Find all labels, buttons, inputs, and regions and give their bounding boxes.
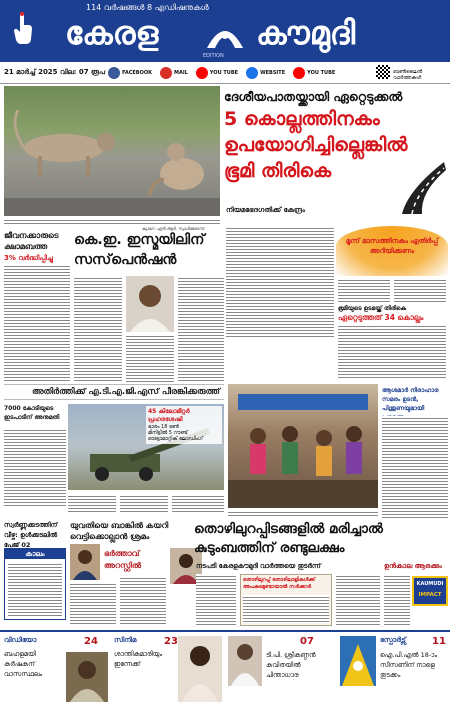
issue-date: 21 മാർച്ച് 2025 വില: 07 രൂപ: [4, 68, 105, 76]
footer-item-1-title: വിഡിയോ: [4, 636, 37, 644]
spec-box-title: 45 കിലോമീറ്റർ പ്രഹരശേഷി: [148, 408, 190, 423]
impact-badge-line-1: KAUMUDI: [416, 581, 444, 587]
highlight-title: മൂന്ന് മാസത്തിനകം എതിർപ്പ് അറിയിക്കണം: [345, 237, 439, 255]
suspension-headline-line-1: കെ.ഇ. ഇസ്മയിലിന്: [74, 232, 205, 248]
spec-item-2: മിനിട്ടിൽ 5 റൗണ്ട്: [148, 430, 188, 436]
army-headline: അതിർത്തിക്ക് എ.ടി.എ.ജി.എസ് പീരങ്കിക്കരുത്ത്: [32, 387, 220, 397]
army-body-2: [120, 494, 168, 514]
lead-body-col-2: [338, 324, 446, 380]
footer-item-2[interactable]: [114, 636, 224, 724]
army-headline-bar: [4, 384, 224, 400]
attack-body-1: [70, 582, 116, 624]
howitzer-photo: [68, 404, 224, 490]
lead-body-col-1: [226, 226, 334, 338]
workplace-headline-line-2: കുടുംബത്തിന് രണ്ടുലക്ഷം: [194, 540, 345, 556]
impact-body: [384, 574, 410, 626]
weather-title: കാലം: [5, 549, 65, 559]
lead-headline-line-2: 5 കൊല്ലത്തിനകം: [224, 108, 380, 130]
footer-item-1-text: ബഹളമയി കർഷകന് വാസസ്ഥലം: [4, 650, 43, 678]
da-hike-body: [4, 264, 70, 382]
social-website[interactable]: WEBSITE: [246, 64, 285, 82]
road-graphic: [372, 160, 446, 214]
clip-body: [243, 595, 329, 623]
youtube-icon: [293, 67, 305, 79]
highlight-subtitle-2: ഏറ്റെടുത്തത് 34 കൊല്ലം: [338, 313, 424, 322]
attack-sub: ഭർത്താവ് അറസ്റ്റിൽ: [104, 549, 142, 570]
globe-icon: [246, 67, 258, 79]
suspension-body-2: [178, 276, 224, 382]
highlight-subtitle-1: ഭൂമിയുടെ ഉടമയ്ക്ക് തിരികെ: [338, 305, 407, 312]
hand-logo-icon: [12, 11, 34, 45]
photo-credit: ക്യാമറ: എൻ.ആർ. സുധർമ്മദാസ്: [142, 226, 205, 231]
lead-headline-line-3: ഉപയോഗിച്ചില്ലെങ്കിൽ: [224, 134, 408, 156]
footer-item-4-title: സ്പോർട്സ്: [380, 636, 406, 644]
masthead-name-right: കൗമുദി: [256, 14, 356, 52]
clip-title: തൊഴിലുറപ്പ് തൊഴിലാളികൾക്ക് അപകടമുണ്ടായാൽ സർക്കാർ: [243, 577, 316, 590]
footer-item-1-photo: [66, 652, 108, 702]
suspension-headline: [74, 230, 224, 270]
social-links: [108, 64, 378, 82]
highlight-body-right: [394, 278, 446, 302]
facebook-icon: [108, 67, 120, 79]
weather-box: [4, 548, 66, 620]
footer-item-3-text: ടി.പി. ശ്രീകണ്ഠൻ കവിതയിൽ ചിന്താധാര: [266, 651, 316, 679]
da-hike-title: ജീവനക്കാരുടെ ക്ഷാമബത്ത: [4, 231, 59, 251]
footer-item-2-photo: [178, 636, 222, 702]
attack-headline: യുവതിയെ ബാങ്കിൽ കയറി വെട്ടിക്കൊല്ലാൻ ശ്രമം: [70, 521, 169, 541]
youtube-icon: [196, 67, 208, 79]
spec-box: [146, 406, 222, 444]
qr-code-icon: [376, 65, 390, 79]
footer-item-2-page: 23: [164, 636, 178, 647]
footer-item-2-title: സിനിമ: [114, 636, 137, 644]
asha-body: [382, 416, 448, 518]
footer-item-1[interactable]: [4, 636, 110, 724]
masthead: [0, 0, 450, 62]
attack-photo: [70, 544, 100, 580]
army-side-title: 7000 കോടിയുടെ ഇടപാടിന് അനുമതി: [4, 405, 60, 421]
army-body-3: [172, 494, 224, 514]
lead-headline-line-1: ദേശീയപാതയ്ക്കായി ഏറ്റെടുക്കൽ: [224, 89, 403, 104]
footer-teasers: [0, 630, 450, 726]
highlight-body-left: [338, 278, 390, 302]
photo-caption-text: [4, 218, 220, 226]
info-strip: [0, 62, 450, 84]
mail-icon: [160, 67, 172, 79]
workplace-headline: [194, 520, 450, 558]
impact-badge: [412, 576, 448, 606]
social-facebook[interactable]: FACEBOOK: [108, 64, 152, 82]
workplace-body-1: [196, 574, 236, 626]
ismail-portrait: [126, 276, 174, 332]
workplace-kicker: നടപടി കേരളകൗമുദി വാർത്തയെ തുടർന്ന്: [196, 562, 321, 570]
gold-title: സ്വർണ്ണക്കടത്തിന് വീഴ്ച: ഉൾക്കടലിൽ പേജ് 02: [4, 521, 58, 549]
impact-badge-line-2: IMPACT: [418, 592, 442, 598]
footer-item-1-page: 24: [84, 636, 98, 647]
footer-item-3[interactable]: [228, 636, 336, 724]
suspension-body-1: [74, 276, 122, 382]
army-body-1: [68, 494, 116, 514]
lead-headline-line-4: ഭൂമി തിരികെ: [224, 160, 332, 182]
social-youtube-2[interactable]: YOU TUBE: [293, 64, 335, 82]
attack-body-2: [120, 576, 166, 624]
suspension-headline-line-2: സസ്‌പെൻഷൻ: [74, 252, 177, 268]
social-youtube[interactable]: YOU TUBE: [196, 64, 238, 82]
spec-item-1: ഭാരം 18 ടൺ: [148, 424, 179, 430]
footer-item-4-page: 11: [432, 636, 446, 647]
weather-body: [8, 562, 62, 616]
lead-kicker: നിയമഭേദഗതിക്ക് കേന്ദ്രം: [226, 206, 305, 214]
suspension-caption: [126, 334, 174, 382]
army-side-body: [4, 428, 66, 506]
social-mail[interactable]: MAIL: [160, 64, 188, 82]
da-hike-subtitle: 3% വർദ്ധിപ്പിച്ചു: [4, 254, 53, 262]
masthead-name-left: കേരള: [65, 14, 159, 52]
asha-title: ആശമാർ നിരാഹാര സമരം ഉടൻ, പിന്തുണയുമായി: [382, 387, 439, 412]
workplace-body-2: [336, 574, 380, 626]
lamp-logo-icon: [203, 14, 247, 52]
impact-title: ഉൻകാല ആരക്കും: [384, 562, 442, 570]
footer-item-4-photo: [340, 636, 376, 686]
monkey-photo: [4, 86, 220, 216]
footer-item-2-text: ശാന്തികുമാരിയും ഇന്നേക്ക്: [114, 650, 163, 668]
workplace-headline-line-1: തൊഴിലുറപ്പിടങ്ങളിൽ മരിച്ചാൽ: [194, 521, 383, 537]
brand-line: 114 വർഷങ്ങൾ 8 എഡിഷനുകൾ: [86, 3, 209, 12]
protest-photo: [228, 384, 378, 508]
online-promo: ഓൺലൈൻ വാർത്തകൾ: [393, 69, 423, 81]
protest-caption: [228, 510, 378, 518]
highlight-box: [336, 226, 448, 276]
newspaper-clip: [240, 574, 332, 626]
footer-item-4[interactable]: [340, 636, 448, 724]
spec-item-3: ഓട്ടോമാറ്റിക് ലോഡിംഗ്: [148, 436, 203, 442]
footer-item-4-text: ഐ.പി.എൽ 18-ാം സീസണിന് നാളെ തുടക്കം: [380, 651, 438, 679]
footer-item-3-photo: [228, 636, 262, 686]
footer-item-3-page: 07: [300, 636, 314, 647]
masthead-tagline: EDITION: [203, 53, 224, 59]
